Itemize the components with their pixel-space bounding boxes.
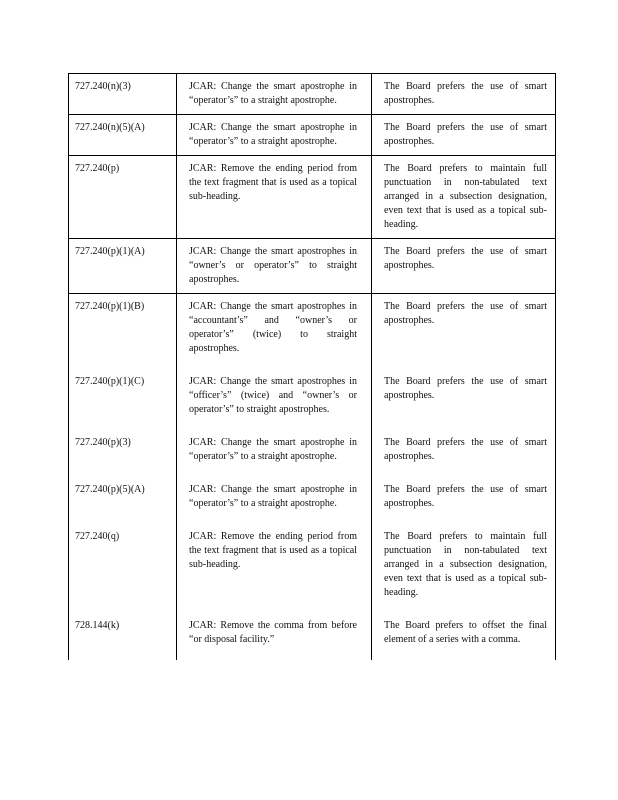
section-cell: 727.240(n)(3) bbox=[69, 74, 177, 115]
board-response-cell: The Board prefers the use of smart apostrophes. bbox=[372, 369, 556, 430]
jcar-comments-table bbox=[68, 73, 556, 660]
table-row bbox=[69, 74, 556, 115]
section-cell: 728.144(k) bbox=[69, 613, 177, 660]
table-row bbox=[69, 477, 556, 524]
table-row bbox=[69, 430, 556, 477]
jcar-change-cell: JCAR: Change the smart apostrophe in “operator’s” to a straight apostrophe. bbox=[177, 430, 372, 477]
jcar-change-cell: JCAR: Change the smart apostrophes in “accountant’s” and “owner’s or operator’s” (twice) to straight apostrophes. bbox=[177, 294, 372, 370]
board-response-cell: The Board prefers to maintain full punctuation in non-tabulated text arranged in a subsection designation, even text that is used as a topical sub-heading. bbox=[372, 524, 556, 613]
board-response-cell: The Board prefers to offset the final element of a series with a comma. bbox=[372, 613, 556, 660]
jcar-change-cell: JCAR: Change the smart apostrophe in “operator’s” to a straight apostrophe. bbox=[177, 115, 372, 156]
board-response-cell: The Board prefers the use of smart apostrophes. bbox=[372, 239, 556, 294]
section-cell: 727.240(p)(5)(A) bbox=[69, 477, 177, 524]
section-cell: 727.240(n)(5)(A) bbox=[69, 115, 177, 156]
table-row bbox=[69, 239, 556, 294]
jcar-change-cell: JCAR: Change the smart apostrophe in “operator’s” to a straight apostrophe. bbox=[177, 74, 372, 115]
jcar-change-cell: JCAR: Remove the comma from before “or disposal facility.” bbox=[177, 613, 372, 660]
section-cell: 727.240(p) bbox=[69, 156, 177, 239]
board-response-cell: The Board prefers the use of smart apostrophes. bbox=[372, 477, 556, 524]
jcar-change-cell: JCAR: Change the smart apostrophe in “operator’s” to a straight apostrophe. bbox=[177, 477, 372, 524]
board-response-cell: The Board prefers to maintain full punctuation in non-tabulated text arranged in a subsection designation, even text that is used as a topical sub-heading. bbox=[372, 156, 556, 239]
board-response-cell: The Board prefers the use of smart apostrophes. bbox=[372, 430, 556, 477]
section-cell: 727.240(p)(3) bbox=[69, 430, 177, 477]
section-cell: 727.240(p)(1)(B) bbox=[69, 294, 177, 370]
table-row bbox=[69, 613, 556, 660]
table-row bbox=[69, 294, 556, 370]
jcar-change-cell: JCAR: Change the smart apostrophes in “owner’s or operator’s” to straight apostrophes. bbox=[177, 239, 372, 294]
jcar-change-cell: JCAR: Remove the ending period from the text fragment that is used as a topical sub-heading. bbox=[177, 524, 372, 613]
section-cell: 727.240(p)(1)(C) bbox=[69, 369, 177, 430]
section-cell: 727.240(q) bbox=[69, 524, 177, 613]
board-response-cell: The Board prefers the use of smart apostrophes. bbox=[372, 74, 556, 115]
jcar-change-cell: JCAR: Remove the ending period from the text fragment that is used as a topical sub-heading. bbox=[177, 156, 372, 239]
table-row bbox=[69, 115, 556, 156]
section-cell: 727.240(p)(1)(A) bbox=[69, 239, 177, 294]
table-row bbox=[69, 156, 556, 239]
table-row bbox=[69, 369, 556, 430]
table-row bbox=[69, 524, 556, 613]
board-response-cell: The Board prefers the use of smart apostrophes. bbox=[372, 294, 556, 370]
board-response-cell: The Board prefers the use of smart apostrophes. bbox=[372, 115, 556, 156]
jcar-change-cell: JCAR: Change the smart apostrophes in “officer’s” (twice) and “owner’s or operator’s” to straight apostrophes. bbox=[177, 369, 372, 430]
